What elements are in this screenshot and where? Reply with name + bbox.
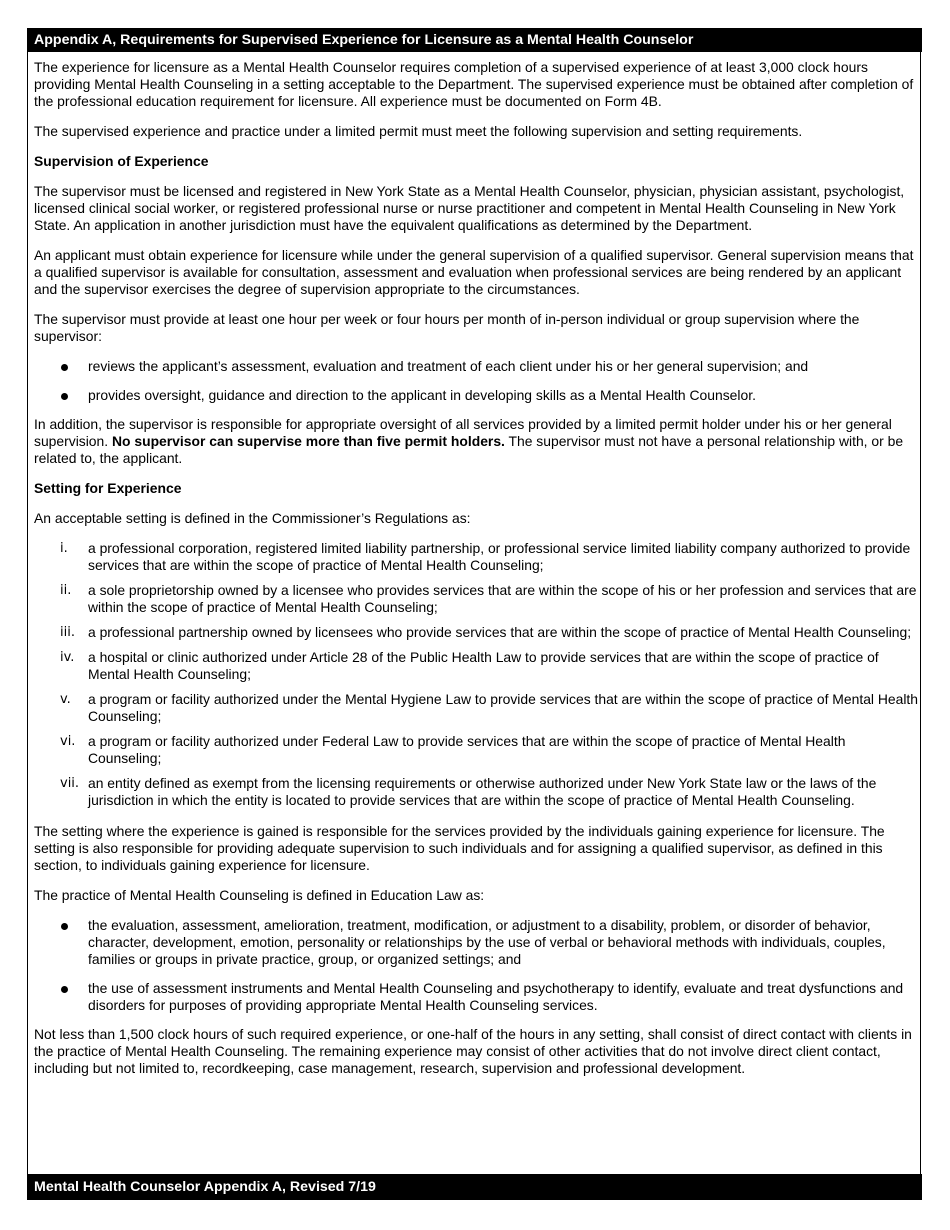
supervisor-duties-list [34, 358, 918, 404]
supervision-paragraph: The supervisor must provide at least one hour per week or four hours per month of in-person individual or group supervision where the supervisor: [34, 311, 860, 344]
supervision-paragraph: The supervisor must be licensed and registered in New York State as a Mental Health Counselor, physician, physician assistant, psychologist, licensed clinical social worker, or registered professional nurse or nurse practitioner and competent in Mental Health Counseling in New York State. An application in another jurisdiction must have the equivalent qualifications as determined by the Department. [34, 183, 905, 233]
setting-paragraph: The setting where the experience is gained is responsible for the services provided by the individuals gaining experience for licensure. The setting is also responsible for providing adequate supervision to such individuals and for assigning a qualified supervisor, as defined in this section, to individuals gaining experience for licensure. [34, 823, 885, 873]
final-paragraph: Not less than 1,500 clock hours of such required experience, or one-half of the hours in any setting, shall consist of direct contact with clients in the practice of Mental Health Counseling. The remaining experience may consist of other activities that do not involve direct client contact, including but not limited to, recordkeeping, case management, research, supervision and professional development. [34, 1026, 912, 1076]
intro-paragraph: The supervised experience and practice under a limited permit must meet the following supervision and setting requirements. [34, 123, 803, 139]
practice-intro: The practice of Mental Health Counseling is defined in Education Law as: [34, 887, 485, 903]
list-item: iii. a professional partnership owned by licensees who provide services that are within the scope of practice of Mental Health Counseling; [60, 624, 912, 640]
list-item: the use of assessment instruments and Mental Health Counseling and psychotherapy to identify, evaluate and treat dysfunctions and disorders for purposes of providing appropriate Mental Health Counseling services. [34, 980, 918, 1014]
bullet-icon [61, 986, 68, 993]
page-header: Appendix A, Requirements for Supervised Experience for Licensure as a Mental Health Counselor [27, 28, 922, 52]
list-item: v. a program or facility authorized under the Mental Hygiene Law to provide services that are within the scope of practice of Mental Health Counseling; [60, 691, 919, 724]
permit-limit-notice: No supervisor can supervise more than five permit holders. [111, 433, 505, 449]
list-item: ii. a sole proprietorship owned by a licensee who provides services that are within the scope of his or her profession and services that are within the scope of practice of Mental Health Counseling; [60, 582, 917, 615]
bullet-icon [61, 364, 68, 371]
supervision-paragraph: In addition, the supervisor is responsible for appropriate oversight of all services provided by a limited permit holder under his or her general supervision. No supervisor can supervise more than five permit holders. The supervisor must not have a personal relationship with, or be related to, the applicant. [34, 416, 904, 466]
page-footer: Mental Health Counselor Appendix A, Revised 7/19 [27, 1174, 922, 1200]
section-heading-setting: Setting for Experience [34, 480, 182, 496]
bullet-icon [61, 393, 68, 400]
document-body [34, 59, 918, 1090]
list-item: vii. an entity defined as exempt from the licensing requirements or otherwise authorized under New York State law or the laws of the jurisdiction in which the entity is located to provide services that are within the scope of practice of Mental Health Counseling. [60, 775, 877, 808]
supervision-paragraph: An applicant must obtain experience for licensure while under the general supervision of a qualified supervisor. General supervision means that a qualified supervisor is available for consultation, assessment and evaluation when professional services are being rendered by an applicant and the supervisor exercises the degree of supervision appropriate to the circumstances. [34, 247, 914, 297]
setting-intro: An acceptable setting is defined in the Commissioner’s Regulations as: [34, 510, 471, 526]
list-item: the evaluation, assessment, amelioration, treatment, modification, or adjustment to a disability, problem, or disorder of behavior, character, development, emotion, personality or relationships by the use of verbal or behavioral methods with individuals, couples, families or groups in private practice, group, or organized settings; and [34, 917, 918, 968]
list-item: provides oversight, guidance and direction to the applicant in developing skills as a Mental Health Counselor. [34, 387, 918, 404]
list-item: iv. a hospital or clinic authorized under Article 28 of the Public Health Law to provide services that are within the scope of practice of Mental Health Counseling; [60, 649, 879, 682]
list-item: vi. a program or facility authorized under Federal Law to provide services that are within the scope of practice of Mental Health Counseling; [60, 733, 846, 766]
acceptable-settings-list [34, 540, 918, 809]
bullet-icon [61, 923, 68, 930]
list-item: reviews the applicant’s assessment, evaluation and treatment of each client under his or her general supervision; and [34, 358, 918, 375]
section-heading-supervision: Supervision of Experience [34, 153, 209, 169]
intro-paragraph: The experience for licensure as a Mental Health Counselor requires completion of a supervised experience of at least 3,000 clock hours providing Mental Health Counseling in a setting acceptable to the Department. The supervised experience must be obtained after completion of the professional education requirement for licensure. All experience must be documented on Form 4B. [34, 59, 914, 109]
list-item: i. a professional corporation, registered limited liability partnership, or professional service limited liability company authorized to provide services that are within the scope of practice of Mental Health Counseling; [60, 540, 911, 573]
practice-definition-list [34, 917, 918, 1014]
